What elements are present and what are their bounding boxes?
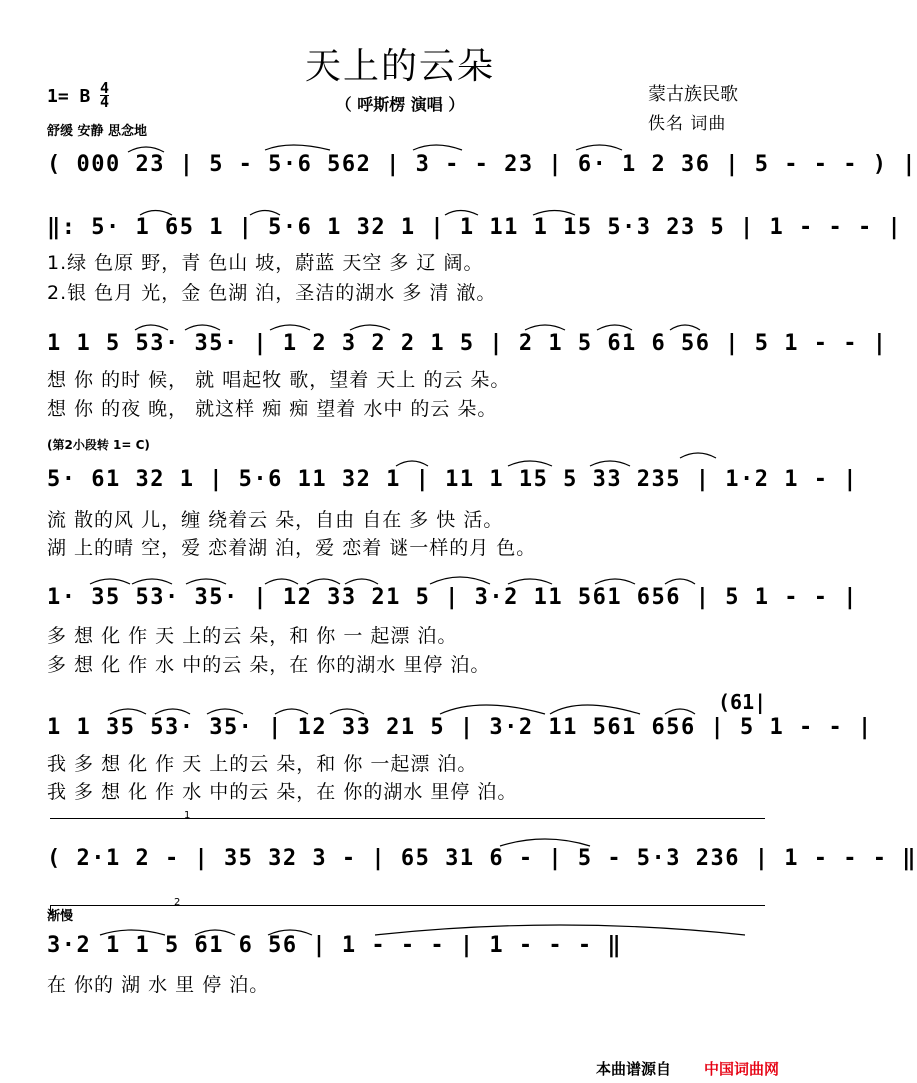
lyric-line-3a: 流 散的风 儿，缠 绕着云 朵，自由 自在 多 快 活。: [47, 509, 504, 531]
lyric-line-2b: 想 你 的夜 晚， 就这样 痴 痴 望着 水中 的云 朵。: [47, 398, 498, 420]
notation-line-2: 1 1 5 53· 35· | 1 2 3 2 2 1 5 | 2 1 5 61 6 56 | 5 1 - - |: [47, 331, 888, 356]
notation-line-1: ‖: 5· 1 65 1 | 5·6 1 32 1 | 1 11 1 15 5·3 23 5 | 1 - - - |: [47, 215, 903, 240]
time-signature-top: 4: [100, 79, 110, 97]
song-title: 天上的云朵: [304, 46, 495, 87]
pickup-notes: (61|: [718, 690, 767, 714]
time-signature-bottom: 4: [100, 93, 110, 111]
lyric-line-5a: 我 多 想 化 作 天 上的云 朵，和 你 一起漂 泊。: [47, 753, 478, 775]
lyric-line-5b: 我 多 想 化 作 水 中的云 朵，在 你的湖水 里停 泊。: [47, 781, 518, 803]
song-origin: 蒙古族民歌: [648, 84, 738, 105]
performer-credit: （ 呼斯楞 演唱 ）: [335, 95, 465, 114]
lyric-line-3b: 湖 上的晴 空，爱 恋着湖 泊，爱 恋着 谜一样的月 色。: [47, 537, 537, 559]
notation-line-3: 5· 61 32 1 | 5·6 11 32 1 | 11 1 15 5 33 235 | 1·2 1 - |: [47, 467, 858, 492]
song-author: 佚名 词曲: [648, 114, 727, 134]
modulation-note: (第2小段转 1= C): [47, 438, 150, 452]
tempo-mood: 舒缓 安静 思念地: [47, 124, 148, 139]
notation-line-intro: ( 000 23 | 5 - 5·6 562 | 3 - - 23 | 6· 1 2 36 | 5 - - - ) |: [47, 152, 917, 177]
volta-2-number: 2: [174, 897, 181, 908]
lyric-line-2a: 想 你 的时 候， 就 唱起牧 歌，望着 天上 的云 朵。: [47, 369, 511, 391]
lyric-line-7: 在 你的 湖 水 里 停 泊。: [47, 974, 270, 996]
site-link[interactable]: 中国词曲网: [704, 1060, 780, 1078]
tempo-slowing: 渐慢: [47, 909, 74, 924]
volta-1-number: 1: [184, 810, 191, 821]
source-text: 本曲谱源自: [596, 1060, 672, 1078]
key-signature: 1= B: [47, 86, 91, 107]
notation-line-7: 3·2 1 1 5 61 6 56 | 1 - - - | 1 - - - ‖: [47, 933, 623, 958]
notation-line-5: 1 1 35 53· 35· | 12 33 21 5 | 3·2 11 561 656 | 5 1 - - |: [47, 715, 873, 740]
notation-line-6: ( 2·1 2 - | 35 32 3 - | 65 31 6 - | 5 - 5·3 236 | 1 - - - ‖: [47, 846, 917, 871]
notation-line-4: 1· 35 53· 35· | 12 33 21 5 | 3·2 11 561 656 | 5 1 - - |: [47, 585, 858, 610]
lyric-line-1a: 1.绿 色原 野，青 色山 坡，蔚蓝 天空 多 辽 阔。: [47, 252, 484, 274]
lyric-line-4b: 多 想 化 作 水 中的云 朵，在 你的湖水 里停 泊。: [47, 654, 491, 676]
lyric-line-1b: 2.银 色月 光，金 色湖 泊，圣洁的湖水 多 清 澈。: [47, 282, 497, 304]
lyric-line-4a: 多 想 化 作 天 上的云 朵，和 你 一 起漂 泊。: [47, 625, 458, 647]
